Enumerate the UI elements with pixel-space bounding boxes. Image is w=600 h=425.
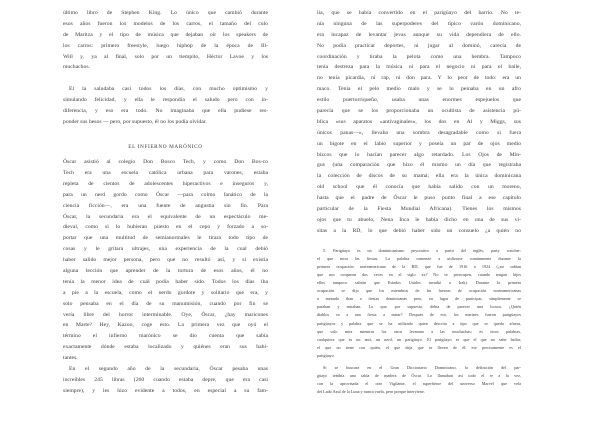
- text-line: siempre), y les hizo evidente a todos, en especial a su fam-: [63, 387, 268, 394]
- paragraph: [63, 157, 268, 364]
- text-line: tantes.: [63, 355, 78, 362]
- text-line: lia, que se había convertido en el parigüayo del barrio. No te-: [317, 10, 521, 16]
- text-line: un bigote en el labio superior y poseía un par de ojos medio: [317, 140, 521, 147]
- spacer: [63, 128, 268, 139]
- text-line: Óscar, la secundaria era el equivalente de un espectáculo me-: [63, 213, 268, 220]
- text-line: blica «sus aparatos «antivaginales», los dos en Al y Miggs, sus: [317, 118, 521, 125]
- text-line: era incapaz de levantar jevas aunque su vida dependiera de ello.: [317, 31, 521, 38]
- text-line: diablos va a una fiesta a mirar? Después de eso, los marines fueron parigüayos: [317, 312, 521, 318]
- text-line: No podía practicar deportes, ni jugar al dominó, carecía de: [317, 42, 521, 49]
- text-line: primera ocupación norteamericana de la RD, que fue de 1916 a 1924 (¿no sabían: [317, 263, 521, 269]
- text-line: haber salido mejor persona, pero que no resultó así, y si existía: [63, 257, 268, 264]
- text-line: En el segundo año de la secundaria, Óscar pesaba unas: [69, 366, 268, 373]
- left-page: [63, 8, 268, 397]
- text-line: cosas y le gritara ultrajes, una experiencia de la cual debió: [63, 246, 268, 253]
- text-line: esos años fueron los modelos de los carros, el tamaño del culo: [63, 20, 268, 27]
- text-line: no tenía picardía, ni rap, ni don para. Y lo peor de todo: era un: [317, 75, 521, 82]
- paragraph: [63, 8, 268, 73]
- text-line: que solo mira mientras los otros levantan a las muchachas; es otros palabras,: [317, 328, 521, 334]
- text-line: coordinación y tiraba la pelota como una hembra. Tampoco: [317, 53, 521, 60]
- text-line: del Lado Azul de la Luna y nunca vuela, pero porque interviene.: [317, 389, 425, 395]
- footnote: [317, 247, 521, 360]
- text-line: cualquiera que es un anti, un nerd, un parigüayo. El parigüayo es que el que no sabe bailar,: [317, 336, 521, 342]
- text-line: particular de la Fiesta Mundial Africana). Tienes los mismos: [317, 206, 521, 213]
- text-line: paraban y miraban. Lo que, por supuesto, debía de parecer una locura. ¿Quién: [317, 304, 521, 310]
- text-line: portar que una multitud de semianormales le tirara todo tipo de: [63, 235, 268, 242]
- footnotes: [317, 247, 521, 397]
- text-line: vería libre del horror interminable. Oye, Óscar, ¿hay maricones: [63, 311, 268, 318]
- text-line: solo pensaba en el día de su manumisión, cuando por fin se: [63, 300, 268, 307]
- text-line: en Marte? Hey, Kazoo, coge esto. La primera vez que oyó el: [63, 322, 268, 329]
- text-line: con la aprovisada el otro Vigilante, el superhéroe del universo Marvel que vela: [317, 381, 521, 387]
- text-line: Óscar asistió al colegio Don Bosco Tech, y como Don Bos-co: [63, 159, 268, 166]
- text-line: tenía destreza para la música ni para el negocio ni para el baile,: [317, 64, 521, 71]
- text-line: a menudo iban a fiestas dominicanas pero, en lugar de participar, simplemente se: [317, 296, 521, 302]
- text-line: ponder sus besos — pero, por supuesto, él no los podía olvidar.: [63, 118, 207, 125]
- text-line: ojos que tu abuelo, Nena Inca le había dicho en una de sus vi-: [317, 216, 521, 223]
- text-line: Si se buscara en el Gran Diccionario Dominicano, la definición del par-: [323, 365, 521, 371]
- text-line: estilo puertorriqueño, usaba unas enormes espejuelos que: [317, 97, 521, 104]
- text-line: Tech era una escuela católica urbana para varones, estaba: [63, 169, 268, 176]
- text-line: último libro de Stephen King. Lo único que cambió durante: [63, 10, 268, 16]
- text-line: dieval, como si lo hubieran puesto en el cepo y forzado a so-: [63, 224, 268, 231]
- text-line: maco. Tenía el pelo medio malo y se lo peinaba en un afro: [317, 86, 521, 93]
- text-line: parigüayo.: [317, 352, 335, 358]
- text-line: únicos panas—», llevaba una sombra desagradable como si fuera: [317, 129, 521, 136]
- text-line: increíbles 245 libras (260 cuando estaba depre, que era casi: [63, 376, 268, 383]
- text-line: ocupación se dijo que los miembros de las fuerzas de ocupación norteamericanas: [317, 288, 521, 294]
- paragraph: [63, 364, 268, 397]
- text-line: para un nerd gordo como Óscar —para colmo fanático de la: [63, 191, 268, 198]
- text-line: 5. Parigüayo es un dominicanismo peyorativo a partir del inglés, party watcher:: [323, 247, 521, 253]
- text-line: parigüayos y palabra que se ha utilizado quien descrita a tipo que se queda afuera,: [317, 320, 521, 326]
- text-line: sitas a la RD, lo que debió haber sido un consuelo ¿a quién no: [317, 227, 521, 234]
- text-line: güayo tendría una tabla de madera de Óscar. Lo llamaban así todo el re a la vez,: [317, 373, 521, 379]
- text-line: ciencia ficción—, era una fuente de angustia sin fin. Para: [63, 202, 268, 209]
- text-line: El la saludaba casi todos los días, con mucho optimismo y: [69, 85, 268, 92]
- text-line: diferencia, y eso era todo. No imaginaba que ella pudiese res-: [63, 107, 268, 114]
- text-line: el que mira las fiestas. La palabra comenzó a utilizarse comúnmente durante la: [317, 255, 521, 261]
- right-page: [317, 8, 521, 396]
- text-line: término el infierno maróníco se dio cuenta que sabía: [63, 333, 268, 340]
- text-line: exactamente dónde estaba localizado y quiénes eran sus habi-: [63, 344, 268, 351]
- paragraph: [63, 84, 268, 128]
- text-line: simulando felicidad, y ella le respondía el saludo pero con in-: [63, 96, 268, 103]
- text-line: parecía que se los proporcionaba un ocultista de asistencia pú-: [317, 108, 521, 115]
- text-line: que nos ocuparon dos veces en el siglo xx? No se preocupen, cuando tengan hijos: [317, 271, 521, 277]
- text-line: bizcos que lo hacían parecer algo retardado. Los Ojos de Min-: [317, 151, 521, 158]
- text-line: Will y, ya al final, solo por un tiempito, Héctor Lavoe y los: [63, 53, 268, 60]
- text-line: la colección de discos de su mamá; ella era la única dominicana: [317, 173, 521, 180]
- text-line: muchachos.: [63, 64, 91, 71]
- text-line: los carros: primero freestyle, luego hiphop de la época de Ill-: [63, 42, 268, 49]
- section-heading: EL INFIERNO MARÓNICO: [128, 144, 203, 151]
- text-line: old school que él conocía que había salido con un moreno,: [317, 184, 521, 191]
- text-line: el que no tiene con quién, el que deja que se lleven de él: ese precisamente es el: [317, 344, 521, 350]
- text-line: gus (una comparación que hizo él mismo un día que registraba: [317, 162, 521, 169]
- text-line: nía ninguna de las superpoderes del típico varón dominicano,: [317, 20, 521, 27]
- spacer: [63, 73, 268, 84]
- text-line: alguna lección que aprender de la tortura de esos años, él no: [63, 268, 268, 274]
- text-line: a pie a la escuela, como el nerdo gordote y solitario que era, y: [63, 289, 268, 296]
- footnote: [317, 364, 521, 396]
- text-line: ellos tampoco sabrán que Estados Unidos invadió a Irak). Durante la primera: [317, 280, 521, 286]
- text-line: hasta que el padre de Óscar le puso punto final a ese capítulo: [317, 195, 521, 202]
- paragraph: [317, 8, 521, 237]
- text-line: tenía la menor idea de cuál podía haber sido. Todos los días iba: [63, 278, 268, 285]
- text-line: repleta de cientos de adolescentes hiperactivos e inseguros y,: [63, 180, 268, 187]
- text-line: de Maritza y el tipo de música que dejaban oír los speakers de: [63, 31, 268, 38]
